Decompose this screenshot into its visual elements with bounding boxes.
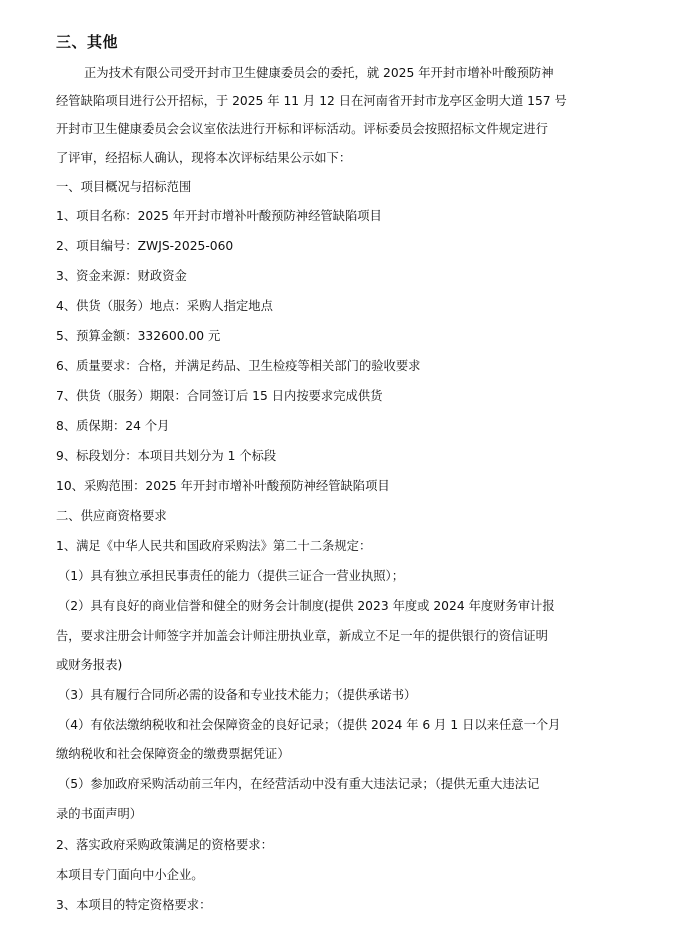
- list-item-continuation: 或财务报表): [56, 658, 123, 672]
- list-item-continuation: 缴纳税收和社会保障资金的缴费票据凭证）: [56, 747, 290, 761]
- list-item: 10、采购范围：2025 年开封市增补叶酸预防神经管缺陷项目: [56, 479, 390, 493]
- intro-line: 开封市卫生健康委员会会议室依法进行开标和评标活动。评标委员会按照招标文件规定进行: [56, 122, 548, 136]
- intro-line: 了评审，经招标人确认，现将本次评标结果公示如下：: [56, 151, 352, 165]
- list-item: 7、供货（服务）期限：合同签订后 15 日内按要求完成供货: [56, 389, 383, 403]
- subsection-heading: 一、项目概况与招标范围: [56, 180, 192, 194]
- list-item: 2、落实政府采购政策满足的资格要求：: [56, 838, 273, 852]
- list-item: 5、预算金额：332600.00 元: [56, 329, 221, 343]
- intro-line: 经管缺陷项目进行公开招标，于 2025 年 11 月 12 日在河南省开封市龙亭区金明大道 157 号: [56, 94, 567, 108]
- list-item: 2、项目编号：ZWJS-2025-060: [56, 239, 234, 253]
- list-item-continuation: 告，要求注册会计师签字并加盖会计师注册执业章，新成立不足一年的提供银行的资信证明: [56, 629, 548, 643]
- list-item: （4）有依法缴纳税收和社会保障资金的良好记录；（提供 2024 年 6 月 1 日以来任意一个月: [58, 718, 561, 732]
- list-item: 8、质保期：24 个月: [56, 419, 170, 433]
- list-item: 9、标段划分：本项目共划分为 1 个标段: [56, 449, 277, 463]
- list-item: 1、满足《中华人民共和国政府采购法》第二十二条规定：: [56, 539, 372, 553]
- list-item: （1）具有独立承担民事责任的能力（提供三证合一营业执照）；: [58, 569, 404, 583]
- list-item: 3、本项目的特定资格要求：: [56, 898, 212, 912]
- intro-line: 正为技术有限公司受开封市卫生健康委员会的委托，就 2025 年开封市增补叶酸预防神: [84, 66, 554, 80]
- list-item: 4、供货（服务）地点：采购人指定地点: [56, 299, 273, 313]
- subsection-heading: 二、供应商资格要求: [56, 509, 167, 523]
- list-item: （2）具有良好的商业信誉和健全的财务会计制度(提供 2023 年度或 2024 年度财务审计报: [58, 599, 555, 613]
- list-item: （3）具有履行合同所必需的设备和专业技术能力；（提供承诺书）: [58, 688, 417, 702]
- list-item: 本项目专门面向中小企业。: [56, 868, 204, 882]
- list-item: 1、项目名称：2025 年开封市增补叶酸预防神经管缺陷项目: [56, 209, 382, 223]
- list-item: 6、质量要求：合格，并满足药品、卫生检疫等相关部门的验收要求: [56, 359, 421, 373]
- list-item: 3、资金来源：财政资金: [56, 269, 187, 283]
- list-item: （5）参加政府采购活动前三年内，在经营活动中没有重大违法记录；（提供无重大违法记: [58, 777, 540, 791]
- list-item-continuation: 录的书面声明）: [56, 807, 143, 821]
- section-heading: 三、其他: [56, 33, 119, 51]
